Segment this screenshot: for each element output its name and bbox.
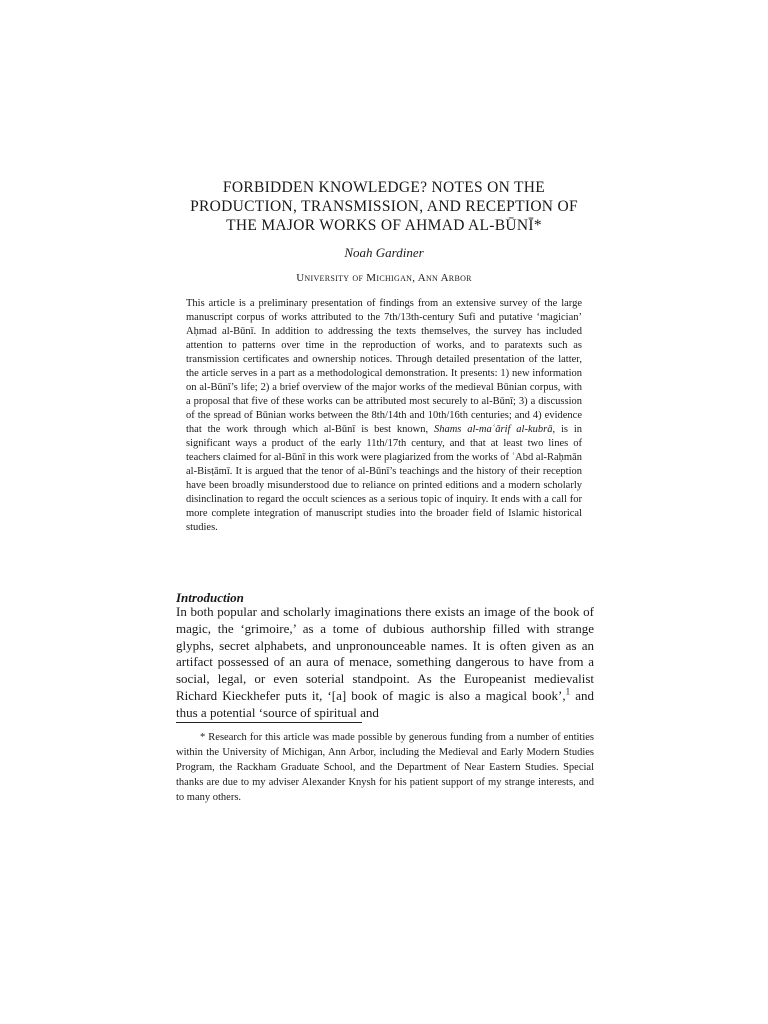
abstract-book-title: Shams al-maʿārif al-kubrā <box>433 424 553 435</box>
footnote: * Research for this article was made possible by generous funding from a number of entities within the University of Michigan, Ann Arbor, including the Medieval and Early Modern Studies Program, the Rackham Graduate School, and the Department of Near Eastern Studies. Special thanks are due to my adviser Alexander Knysh for his patient support of my strange interests, and to many others. <box>176 732 594 803</box>
section-heading: Introduction <box>176 590 244 605</box>
footnote-divider <box>176 722 362 723</box>
footnote-reference[interactable]: 1 <box>565 686 571 697</box>
title-line-1: FORBIDDEN KNOWLEDGE? NOTES ON THE <box>222 179 546 196</box>
author-affiliation: University of Michigan, Ann Arbor <box>296 272 472 284</box>
body-text-1: In both popular and scholarly imaginations there exists an image of the book of magic, the ‘grimoire,’ as a tome of dubious authorship filled with strange glyphs, secret alphabets, and unpronounceable names. It is often given as an artifact possessed of an aura of menace, something dangerous to have from a social, legal, or even soterial standpoint. As the Europeanist medievalist Richard Kieckhefer puts it, ‘[a] book of magic is also a magical book’, <box>176 604 594 703</box>
title-line-3: THE MAJOR WORKS OF AHMAD AL-BŪNĪ* <box>226 217 542 234</box>
body-text-2: and thus a potential ‘source of spiritual and <box>176 687 594 720</box>
body-paragraph <box>176 604 594 722</box>
article-title <box>150 178 618 235</box>
author-name: Noah Gardiner <box>344 245 424 260</box>
abstract-text-1: This article is a preliminary presentation of findings from an extensive survey of the large manuscript corpus of works attributed to the 7th/13th-century Sufi and putative ‘magician’ Aḥmad al-Būnī. In addition to addressing the texts themselves, the survey has included attention to patterns over time in the reproduction of works, and to paratexts such as transmission certificates and ownership notices. Through detailed presentation of the latter, the article serves in a part as a methodological demonstration. It presents: 1) new information on al-Būnī’s life; 2) a brief overview of the major works of the medieval Būnian corpus, with a proposal that five of these works can be attributed most securely to al-Būnī; 3) a discussion of the spread of Būnian works between the 8th/14th and 10th/16th centuries; and 4) evidence that the work through which al-Būnī is best known, <box>186 298 582 435</box>
abstract <box>186 297 582 535</box>
abstract-text-2: , is in significant ways a product of the early 11th/17th century, and that at least two lines of teachers claimed for al-Būnī in this work were plagiarized from the works of ʿAbd al-Raḥmān al-Bisṭāmī. It is argued that the tenor of al-Būnī’s teachings and the history of their reception have been broadly misunderstood due to reliance on printed editions and a modern scholarly disinclination to regard the occult sciences as a serious topic of inquiry. It ends with a call for more complete integration of manuscript studies into the broader field of Islamic historical studies. <box>186 424 582 533</box>
title-line-2: PRODUCTION, TRANSMISSION, AND RECEPTION OF <box>190 198 578 215</box>
